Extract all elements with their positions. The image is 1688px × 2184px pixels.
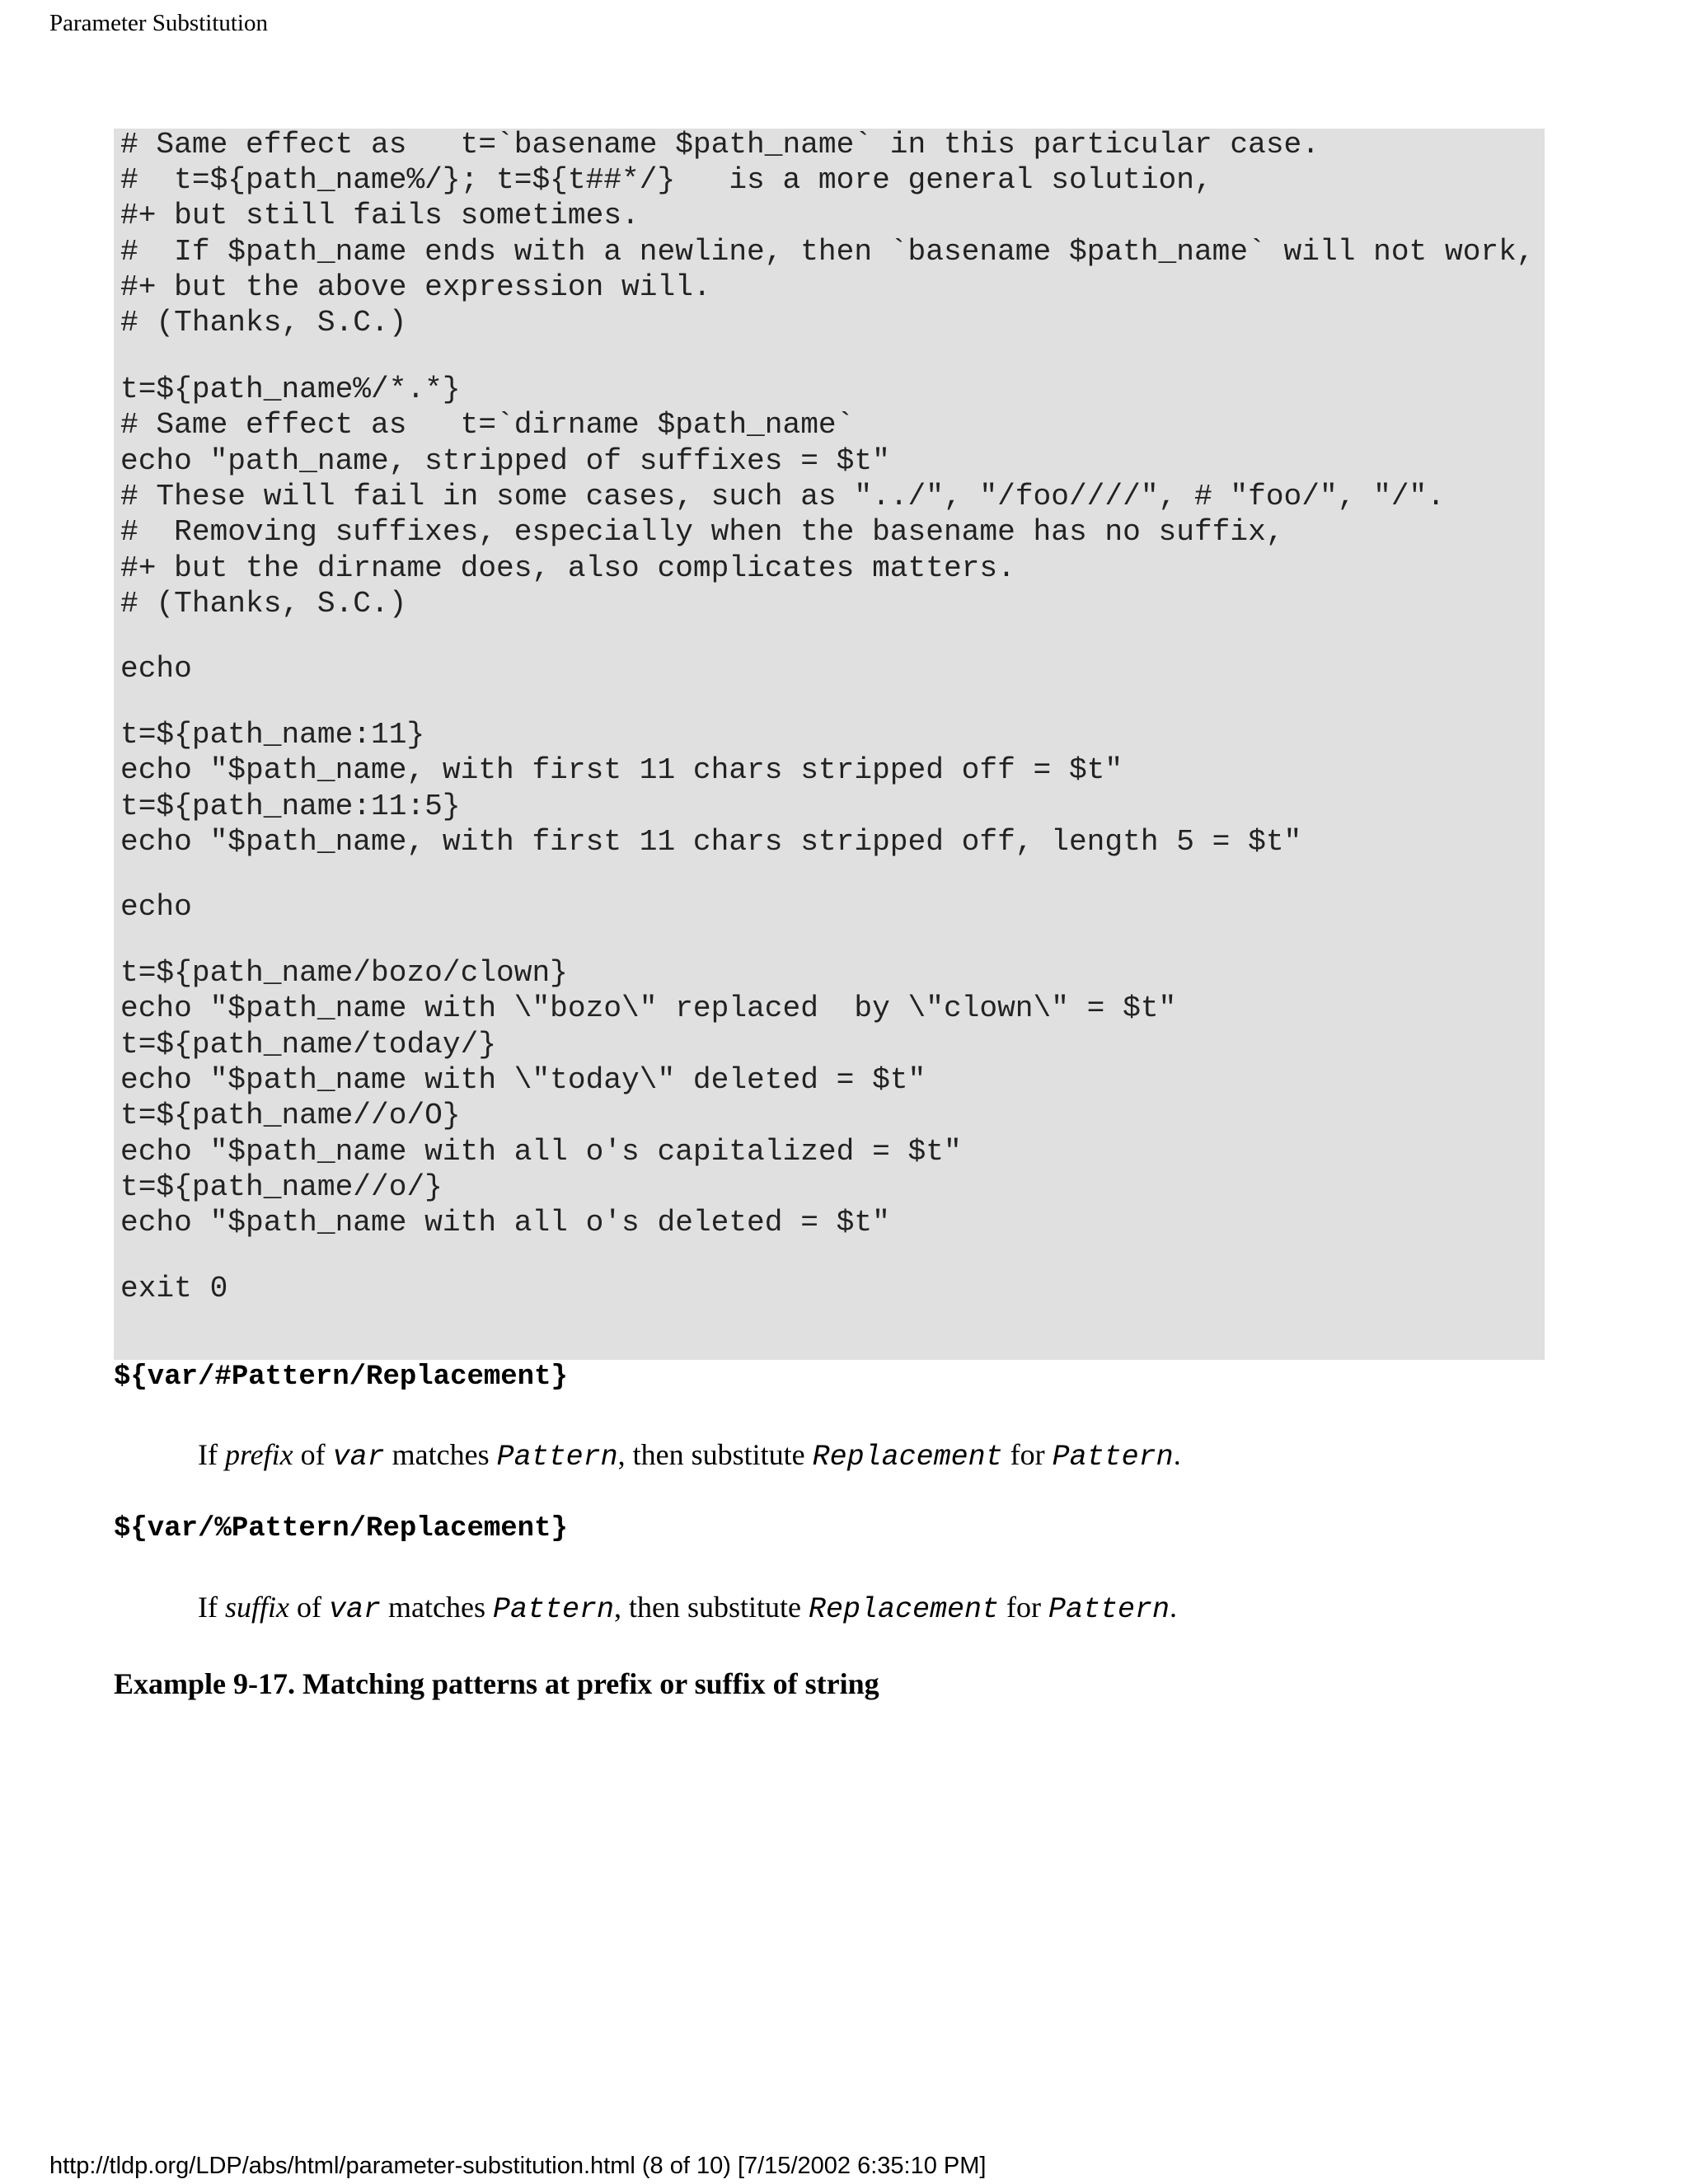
code-line: # (Thanks, S.C.)	[120, 306, 407, 340]
desc-replacement: Replacement	[812, 1441, 1003, 1474]
desc-text: for	[999, 1591, 1049, 1624]
definition-desc-suffix	[198, 1590, 1177, 1626]
desc-text: , then substitute	[617, 1438, 813, 1471]
desc-pattern: Pattern	[1048, 1593, 1170, 1626]
desc-emphasis: suffix	[224, 1591, 289, 1624]
code-line: echo	[120, 652, 192, 686]
example-title: Example 9-17. Matching patterns at prefix or suffix of string	[114, 1667, 879, 1700]
code-line: t=${path_name//o/}	[120, 1170, 443, 1204]
code-line: #+ but the above expression will.	[120, 270, 711, 304]
code-line: echo "$path_name with all o's capitalized = $t"	[120, 1135, 962, 1169]
code-line: echo "$path_name, with first 11 chars stripped off = $t"	[120, 753, 1123, 787]
code-line: t=${path_name/bozo/clown}	[120, 956, 568, 990]
desc-replacement: Replacement	[808, 1593, 1000, 1626]
code-line: #+ but the dirname does, also complicates matters.	[120, 551, 1015, 585]
desc-text: matches	[381, 1591, 493, 1624]
desc-text: for	[1002, 1438, 1053, 1471]
code-line: t=${path_name//o/O}	[120, 1099, 461, 1132]
code-line: echo "$path_name with \"today\" deleted = $t"	[120, 1063, 926, 1097]
code-line: t=${path_name/today/}	[120, 1028, 497, 1062]
desc-text: , then substitute	[613, 1591, 809, 1624]
code-line: # Removing suffixes, especially when the basename has no suffix,	[120, 515, 1284, 549]
code-line: # Same effect as t=`basename $path_name` in this particular case.	[120, 129, 1320, 162]
desc-text: matches	[384, 1438, 497, 1471]
desc-pattern: Pattern	[496, 1441, 618, 1474]
code-line: t=${path_name:11}	[120, 718, 425, 752]
desc-pattern: Pattern	[492, 1593, 614, 1626]
code-line: echo "$path_name, with first 11 chars stripped off, length 5 = $t"	[120, 825, 1302, 859]
code-line: echo "$path_name with all o's deleted = $t"	[120, 1206, 890, 1240]
code-line: # If $path_name ends with a newline, then `basename $path_name` will not work,	[120, 235, 1535, 269]
code-line: # Same effect as t=`dirname $path_name`	[120, 408, 855, 442]
code-line: t=${path_name%/*.*}	[120, 373, 461, 406]
desc-var: var	[328, 1593, 381, 1626]
desc-emphasis: prefix	[224, 1438, 293, 1471]
definition-desc-prefix	[198, 1437, 1181, 1474]
code-line: #+ but still fails sometimes.	[120, 199, 640, 232]
code-line: t=${path_name:11:5}	[120, 790, 461, 823]
desc-text: of	[293, 1438, 333, 1471]
code-line: # (Thanks, S.C.)	[120, 587, 407, 621]
desc-text: If	[198, 1591, 225, 1624]
page-header-title: Parameter Substitution	[49, 10, 268, 36]
desc-var: var	[332, 1441, 385, 1474]
code-line: echo	[120, 890, 192, 924]
code-line: exit 0	[120, 1272, 228, 1305]
desc-text: .	[1173, 1438, 1181, 1471]
code-line: echo "$path_name with \"bozo\" replaced by \"clown\" = $t"	[120, 991, 1177, 1025]
code-line: echo "path_name, stripped of suffixes = $t"	[120, 444, 890, 478]
page-footer-url: http://tldp.org/LDP/abs/html/parameter-substitution.html (8 of 10) [7/15/2002 6:35:10 PM]	[49, 2153, 987, 2179]
code-line: # t=${path_name%/}; t=${t##*/} is a more general solution,	[120, 163, 1212, 197]
definition-term-prefix: ${var/#Pattern/Replacement}	[114, 1361, 568, 1393]
definition-term-suffix: ${var/%Pattern/Replacement}	[114, 1513, 568, 1544]
desc-pattern: Pattern	[1052, 1441, 1174, 1474]
code-block	[114, 129, 1545, 1360]
desc-text: of	[288, 1591, 329, 1624]
desc-text: .	[1170, 1591, 1178, 1624]
code-line: # These will fail in some cases, such as "../", "/foo////", # "foo/", "/".	[120, 480, 1445, 513]
desc-text: If	[198, 1438, 225, 1471]
